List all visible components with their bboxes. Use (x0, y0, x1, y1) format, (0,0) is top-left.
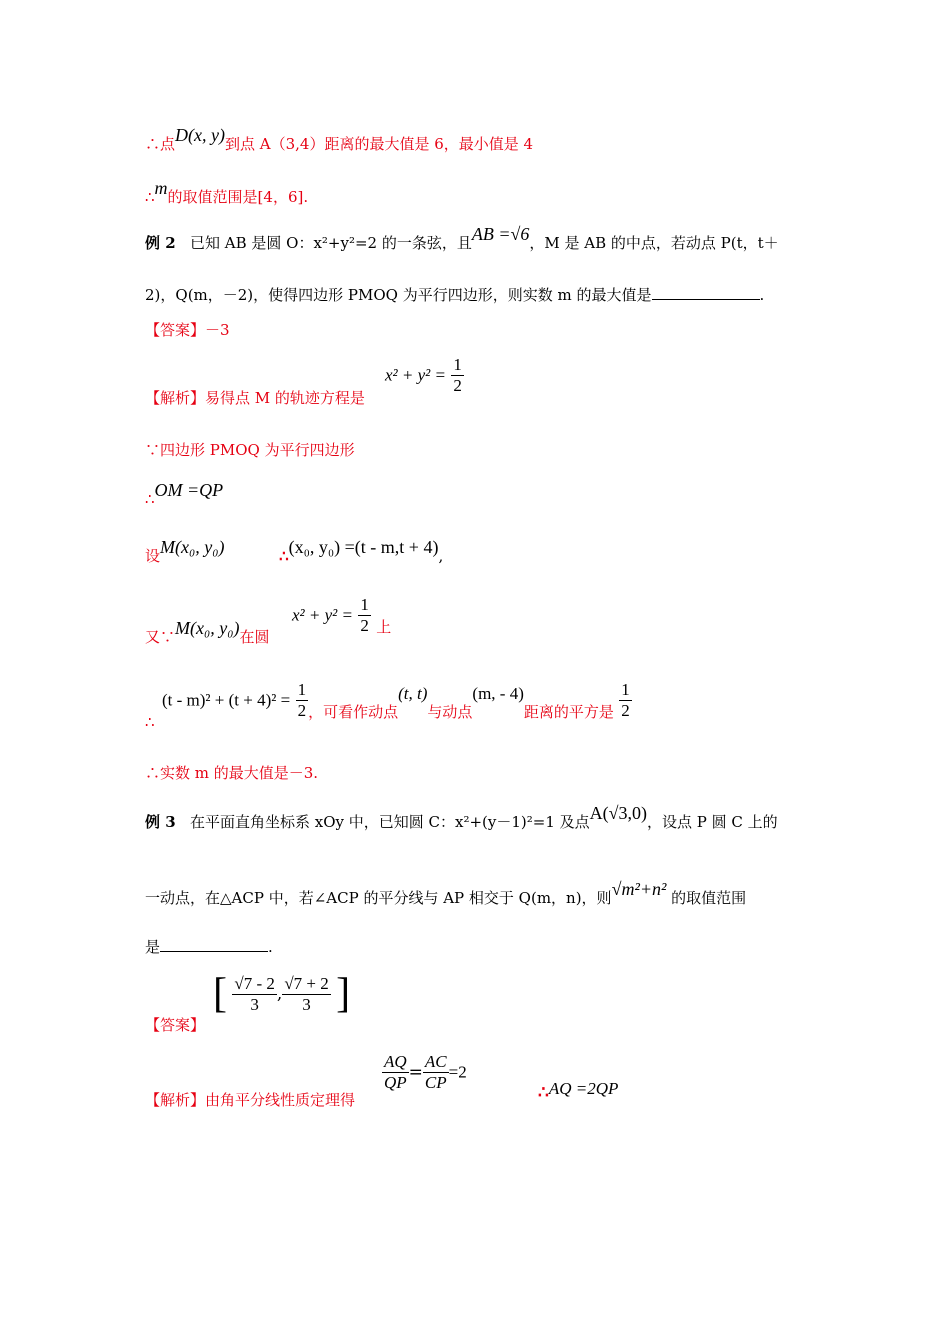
frac-den: 2 (621, 701, 630, 720)
m-symbol: m (154, 178, 168, 198)
line-max-min-distance (145, 125, 534, 154)
and-point-text: 与动点 (427, 703, 473, 721)
example3-label: 例 3 (145, 813, 176, 831)
set-m-line (145, 537, 444, 566)
answer3-interval (213, 970, 350, 1018)
ac-cp-fraction (423, 1052, 449, 1093)
answer2-label: 【答案】－3 (145, 321, 230, 339)
therefore-point: ∴点 (145, 135, 176, 153)
example2-label: 例 2 (145, 234, 176, 252)
frac-num: 1 (453, 355, 462, 374)
solution2-line (145, 388, 365, 408)
aq-result-line (538, 1079, 619, 1103)
m-point: M(x₀, y₀) (160, 537, 225, 557)
example3-text-c: 一动点，在△ACP 中，若∠ACP 的平分线与 AP 相交于 Q(m，n)，则 (145, 889, 612, 907)
example2-text-c: 2)，Q(m，－2)，使得四边形 PMOQ 为平行四边形，则实数 m 的最大值是 (145, 286, 652, 304)
therefore-symbol: ∴ (145, 188, 155, 206)
example2-text-b: ，M 是 AB 的中点，若动点 P(t，t＋ (529, 234, 779, 252)
frac-num: 1 (360, 595, 369, 614)
half-fraction (619, 680, 632, 721)
solution2-label: 【解析】易得点 M 的轨迹方程是 (145, 389, 365, 407)
distance-text: 到点 A（3,4）距离的最大值是 6，最小值是 4 (224, 135, 534, 153)
equals: = (408, 1062, 423, 1083)
circle-fraction (358, 595, 371, 636)
distance-fraction (296, 680, 309, 721)
example2-text-a: 已知 AB 是圆 O：x²+y²=2 的一条弦，且 (189, 234, 472, 252)
example3-text-b: ，设点 P 圆 C 上的 (647, 813, 778, 831)
therefore-symbol: ∴ (145, 713, 155, 731)
also-because: 又∵ (145, 628, 176, 646)
m-point: M(x₀, y₀) (175, 618, 240, 638)
right-bracket: ] (336, 971, 351, 1017)
answer-blank (652, 285, 760, 300)
frac-den: 2 (360, 616, 369, 635)
example2-line2 (145, 285, 764, 305)
distance-line (145, 712, 155, 732)
period: . (759, 286, 765, 304)
left-bracket: [ (213, 971, 227, 1017)
distance-eq-text: (t - m)² + (t + 4)² = (162, 690, 291, 710)
comma: , (276, 984, 283, 1004)
circle-eq-text: x² + y² = (292, 605, 353, 625)
solution3-line (145, 1090, 355, 1110)
therefore-symbol: ∴ (145, 490, 155, 508)
example3-line2 (145, 879, 747, 908)
equals-two: =2 (448, 1062, 467, 1082)
bisector-equation (382, 1052, 467, 1093)
answer3 (145, 1015, 205, 1035)
om-eq-qp: OM =QP (154, 480, 224, 500)
moving-point-text: ，可看作动点 (308, 703, 399, 721)
ab-sqrt6: AB =√6 (471, 224, 530, 244)
period: . (268, 938, 273, 956)
point-a: A(√3,0) (589, 803, 648, 823)
answer-blank (160, 937, 268, 952)
example3-line1 (145, 803, 778, 832)
locus-fraction (451, 355, 464, 396)
comma: , (438, 547, 444, 565)
on-circle-text: 在圆 (239, 628, 270, 646)
distance-equation (162, 680, 632, 722)
answer2 (145, 320, 230, 340)
line-m-range (145, 178, 309, 207)
on-circle-line (145, 618, 270, 647)
om-qp-line (145, 480, 224, 509)
frac-den: 3 (282, 994, 330, 1015)
frac-num: AQ (384, 1052, 407, 1071)
point-d-expression: D(x, y) (175, 125, 225, 145)
solution3-label: 【解析】由角平分线性质定理得 (145, 1091, 356, 1109)
answer3-label: 【答案】 (145, 1016, 206, 1034)
example3-text-d: 的取值范围 (671, 889, 747, 907)
locus-equation (385, 355, 464, 396)
max-m-text: ∴实数 m 的最大值是－3. (145, 764, 319, 782)
frac-num: AC (424, 1052, 447, 1071)
therefore-symbol: ∴ (279, 547, 289, 565)
frac-den: CP (424, 1073, 447, 1092)
frac-num: √7 + 2 (284, 973, 329, 993)
max-m-line (145, 763, 318, 783)
therefore-symbol: ∴ (538, 1083, 549, 1103)
frac-den: 3 (232, 994, 277, 1015)
frac-num: √7 - 2 (234, 973, 275, 993)
frac-num: 1 (621, 680, 630, 699)
frac-num: 1 (297, 680, 307, 699)
upper-bound (282, 974, 330, 1015)
on-text: 上 (376, 618, 392, 636)
aq-qp-fraction (382, 1052, 409, 1093)
point-m-neg4: (m, - 4) (472, 684, 524, 703)
sqrt-expression: √m²+n² (611, 879, 667, 899)
example2-line1 (145, 224, 779, 253)
set-text: 设 (145, 547, 161, 565)
example3-text-e: 是 (145, 938, 161, 956)
coord-equation: (x₀, y₀) =(t - m,t + 4) (288, 537, 439, 557)
example3-line3 (145, 937, 273, 957)
range-text: 的取值范围是[4，6]. (167, 188, 309, 206)
point-t-t: (t, t) (398, 684, 428, 703)
locus-eq-text: x² + y² = (385, 365, 446, 385)
aq-equals-2qp: AQ =2QP (548, 1079, 619, 1098)
frac-den: QP (384, 1073, 407, 1092)
lower-bound (232, 974, 277, 1015)
frac-den: 2 (453, 376, 462, 395)
parallelogram-text: ∵四边形 PMOQ 为平行四边形 (145, 441, 355, 459)
frac-den: 2 (297, 701, 307, 720)
circle-equation (292, 595, 391, 637)
distance-squared-text: 距离的平方是 (523, 703, 614, 721)
parallelogram-line (145, 440, 355, 460)
example3-text-a: 在平面直角坐标系 xOy 中，已知圆 C：x²+(y－1)²=1 及点 (189, 813, 590, 831)
